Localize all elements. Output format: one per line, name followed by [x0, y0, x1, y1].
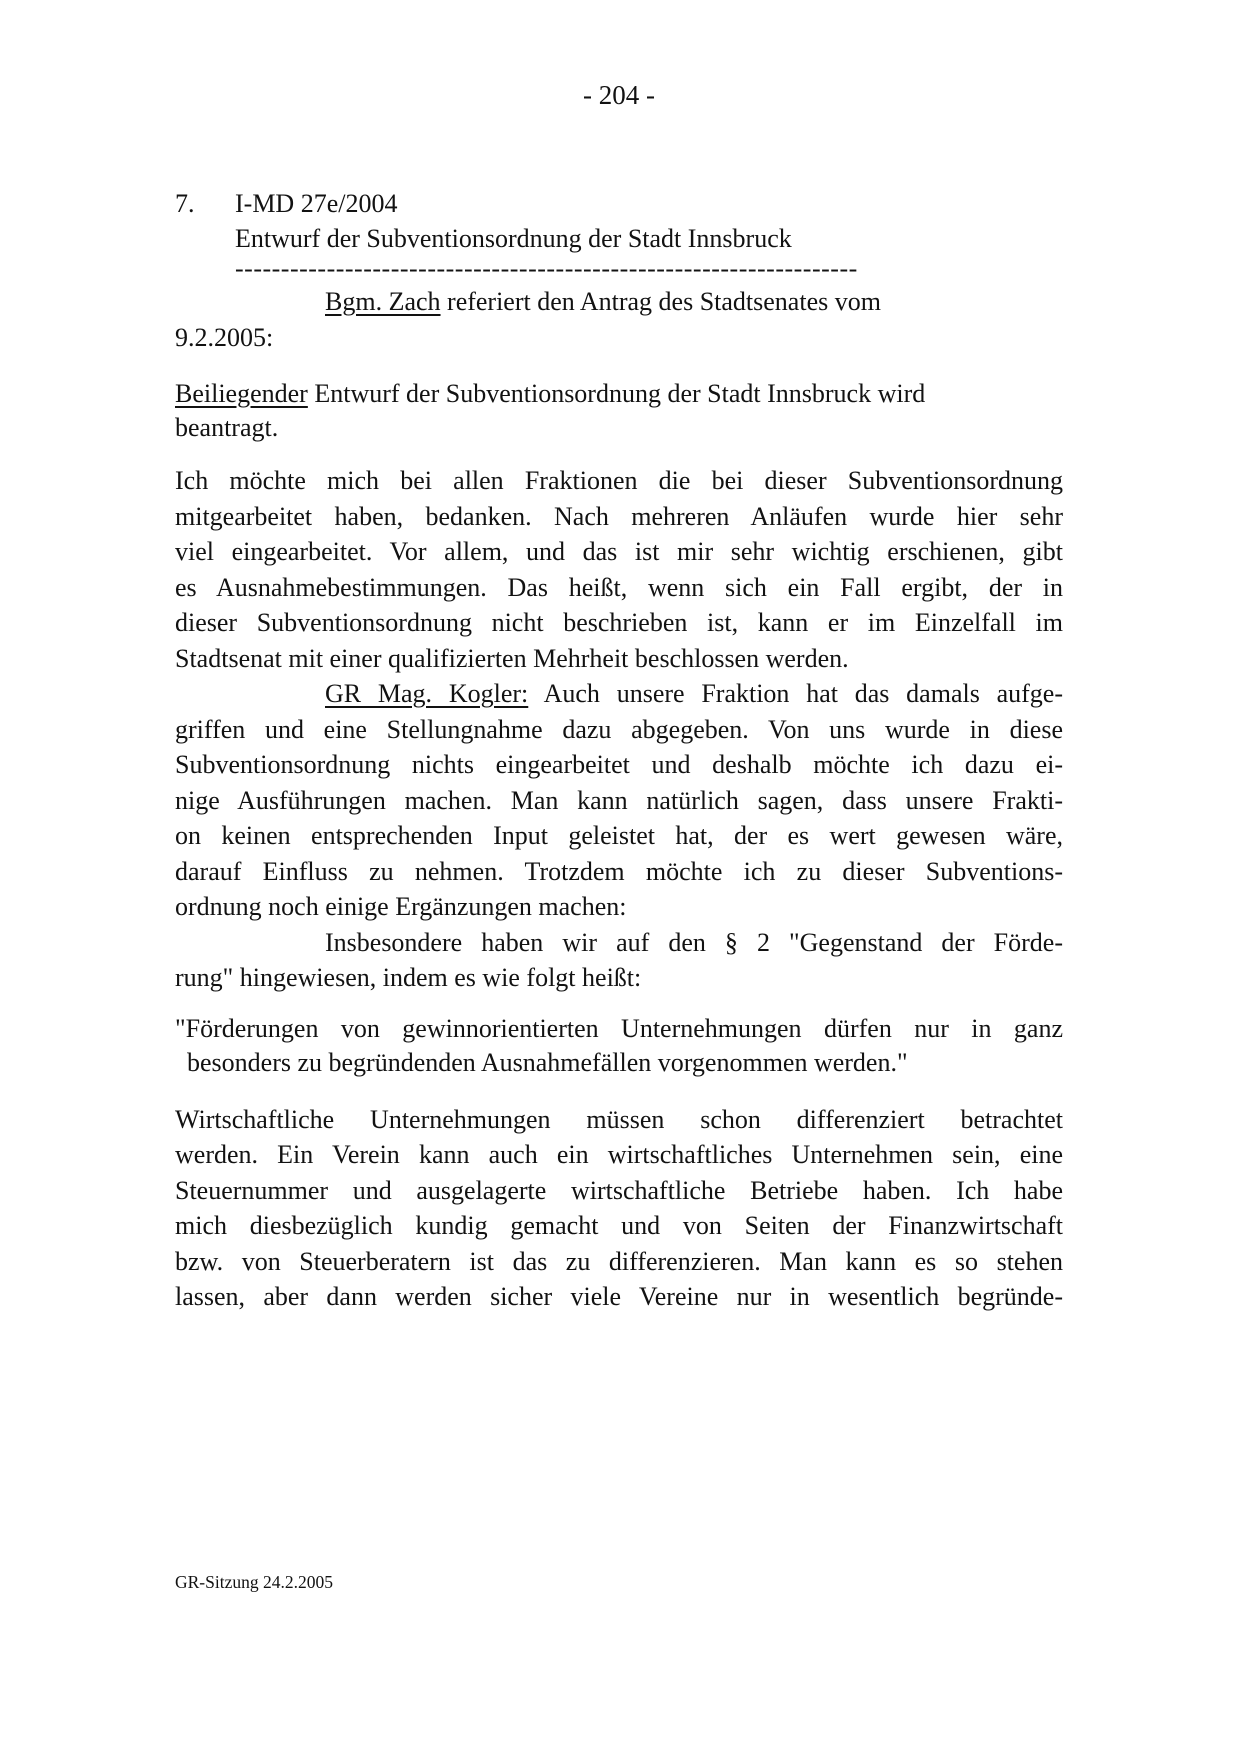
- text-line: dieser Subventionsordnung nicht beschrieben ist, kann er im Einzelfall im: [175, 608, 1063, 637]
- closing-paragraph: [175, 1102, 1063, 1315]
- kogler-speech-paragraph: [175, 676, 1063, 996]
- text-line: Wirtschaftliche Unternehmungen müssen schon differenziert betrachtet: [175, 1104, 1063, 1134]
- text-line: viel eingearbeitet. Vor allem, und das ist mir sehr wichtig erschienen, gibt: [175, 537, 1063, 566]
- speaker-name: GR Mag. Kogler:: [325, 679, 529, 708]
- text-line: nige Ausführungen machen. Man kann natürlich sagen, dass unsere Frakti-: [175, 785, 1063, 815]
- text-line: griffen und eine Stellungnahme dazu abgegeben. Von uns wurde in diese: [175, 714, 1063, 744]
- text-segment: referiert den Antrag des Stadtsenates vom: [440, 287, 881, 316]
- text-line: es Ausnahmebestimmungen. Das heißt, wenn sich ein Fall ergibt, der in: [175, 572, 1063, 602]
- text-line: lassen, aber dann werden sicher viele Vereine nur in wesentlich begründe-: [175, 1282, 1063, 1311]
- intro-paragraph: [175, 284, 1063, 355]
- document-content: [175, 0, 1063, 1315]
- text-line: Insbesondere haben wir auf den § 2 "Gegenstand der Förde-: [325, 927, 1063, 957]
- mayor-statement-paragraph: [175, 463, 1063, 676]
- text-line: mich diesbezüglich kundig gemacht und von Seiten der Finanzwirtschaft: [175, 1211, 1063, 1240]
- divider-dashes: --------------------------------------------------------------------: [235, 254, 858, 283]
- text-line: rung" hingewiesen, indem es wie folgt heißt:: [175, 963, 642, 992]
- text-line: darauf Einfluss zu nehmen. Trotzdem möchte ich zu dieser Subventions-: [175, 856, 1063, 886]
- text-line: 9.2.2005:: [175, 322, 274, 352]
- text-line: on keinen entsprechenden Input geleistet hat, der es wert gewesen wäre,: [175, 821, 1063, 850]
- text-line: "Förderungen von gewinnorientierten Unternehmungen dürfen nur in ganz: [175, 1013, 1063, 1043]
- text-line: bzw. von Steuerberatern ist das zu differenzieren. Man kann es so stehen: [175, 1246, 1063, 1276]
- text-line: [175, 676, 1063, 712]
- text-line: Stadtsenat mit einer qualifizierten Mehrheit beschlossen werden.: [175, 643, 849, 673]
- text-segment: Entwurf der Subventionsordnung der Stadt Innsbruck wird: [307, 379, 926, 408]
- motion-keyword: Beiliegender: [175, 379, 308, 408]
- agenda-item-title: Entwurf der Subventionsordnung der Stadt Innsbruck: [235, 224, 792, 253]
- agenda-item-row: [175, 186, 1063, 221]
- agenda-item-reference: I-MD 27e/2004: [235, 189, 398, 218]
- text-line: Ich möchte mich bei allen Fraktionen die bei dieser Subventionsordnung: [175, 466, 1063, 495]
- speaker-name: Bgm. Zach: [325, 287, 441, 316]
- agenda-item-number: 7.: [175, 189, 195, 218]
- text-line: [175, 284, 1063, 320]
- text-line: [175, 377, 1063, 411]
- agenda-item-header: [175, 186, 1063, 282]
- text-segment: Auch unsere Fraktion hat das damals aufge-: [528, 679, 1064, 708]
- text-line: besonders zu begründenden Ausnahmefällen vorgenommen werden.": [187, 1047, 908, 1077]
- text-line: werden. Ein Verein kann auch ein wirtschaftliches Unternehmen sein, eine: [175, 1140, 1063, 1169]
- text-line: Steuernummer und ausgelagerte wirtschaftliche Betriebe haben. Ich habe: [175, 1175, 1063, 1205]
- text-line: beantragt.: [175, 413, 279, 442]
- footer-session-label: GR-Sitzung 24.2.2005: [175, 1572, 333, 1592]
- motion-paragraph: [175, 377, 1063, 445]
- quotation-paragraph: [175, 1012, 1063, 1080]
- text-line: mitgearbeitet haben, bedanken. Nach mehreren Anläufen wurde hier sehr: [175, 501, 1063, 531]
- page-number: - 204 -: [583, 80, 655, 110]
- text-line: ordnung noch einige Ergänzungen machen:: [175, 892, 627, 921]
- text-line: Subventionsordnung nichts eingearbeitet und deshalb möchte ich dazu ei-: [175, 750, 1063, 779]
